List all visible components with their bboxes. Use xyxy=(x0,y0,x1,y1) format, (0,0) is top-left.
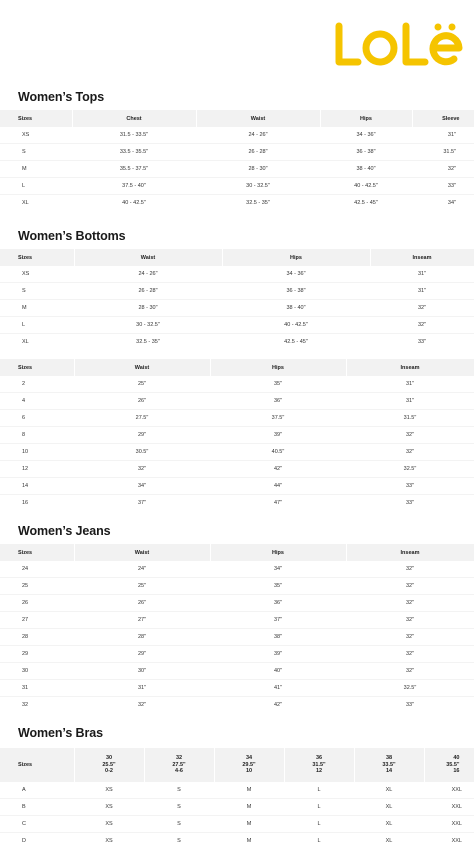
size-cell: 27 xyxy=(0,612,74,629)
tops-header-waist: Waist xyxy=(196,110,320,127)
jeans-header-hips: Hips xyxy=(210,544,346,561)
table-cell: 26 - 28" xyxy=(196,144,320,161)
table-cell: 34" xyxy=(74,478,210,495)
table-cell: 30 - 32.5" xyxy=(196,178,320,195)
table-cell: 24" xyxy=(137,566,147,572)
table-cell: 30" xyxy=(74,663,210,680)
size-cell: 24 xyxy=(22,566,29,572)
table-row xyxy=(0,178,474,195)
table-cell: 33.5 - 35.5" xyxy=(72,144,196,161)
table-cell: 42" xyxy=(210,461,346,478)
table-cell: 38 - 40" xyxy=(320,161,412,178)
table-cell: 38 - 40" xyxy=(222,300,370,317)
table-row xyxy=(0,334,474,351)
table-row xyxy=(0,799,474,816)
table-row xyxy=(0,427,474,444)
table-cell: 31" xyxy=(370,283,474,300)
table-cell: 32" xyxy=(370,317,474,334)
size-cell: S xyxy=(0,144,72,161)
table-cell: 33" xyxy=(370,334,474,351)
table-cell: M xyxy=(214,833,284,850)
bottoms-header-sizes: Sizes xyxy=(0,249,74,266)
table-cell: 32" xyxy=(412,161,474,178)
table-row xyxy=(0,697,474,714)
dress-size: 10 xyxy=(245,768,253,775)
bottoms-numeric-header-sizes: Sizes xyxy=(0,359,74,376)
table-row xyxy=(0,629,474,646)
table-cell: 33" xyxy=(346,495,474,512)
table-cell: 24 - 26" xyxy=(138,271,158,277)
band-size: 34 xyxy=(245,755,253,762)
table-cell: 37.5" xyxy=(210,410,346,427)
table-cell: 27" xyxy=(74,612,210,629)
table-cell: 36 - 38" xyxy=(222,283,370,300)
table-cell: 39" xyxy=(210,427,346,444)
jeans-table xyxy=(0,544,474,713)
table-row xyxy=(0,495,474,512)
table-cell: 36 - 38" xyxy=(320,144,412,161)
table-cell: 42" xyxy=(210,697,346,714)
size-cell: 30 xyxy=(0,663,74,680)
bras-header-34 xyxy=(214,748,284,782)
band-measure: 31.5" xyxy=(312,761,326,768)
table-cell: XL xyxy=(354,816,424,833)
size-cell: XS xyxy=(22,271,30,277)
table-cell: XL xyxy=(385,787,393,793)
table-cell: XXL xyxy=(424,833,474,850)
table-cell: XS xyxy=(74,799,144,816)
table-cell: 25" xyxy=(137,381,147,387)
tops-header-sleeve: Sleeve xyxy=(412,110,474,127)
size-cell: XL xyxy=(0,334,74,351)
table-row xyxy=(0,266,474,283)
table-cell: L xyxy=(284,799,354,816)
tops-header-hips: Hips xyxy=(320,110,412,127)
band-measure: 35.5" xyxy=(446,761,460,768)
table-cell: 37" xyxy=(74,495,210,512)
table-row xyxy=(0,127,474,144)
table-cell: 32" xyxy=(74,697,210,714)
cup-cell: A xyxy=(22,787,26,793)
size-cell: L xyxy=(0,317,74,334)
dress-size: 14 xyxy=(385,768,393,775)
table-cell: 32.5" xyxy=(346,461,474,478)
bottoms-header-waist: Waist xyxy=(74,249,222,266)
lole-logo xyxy=(334,22,466,68)
table-cell: S xyxy=(144,816,214,833)
table-cell: 28 - 30" xyxy=(74,300,222,317)
band-measure: 29.5" xyxy=(242,761,256,768)
size-cell: 26 xyxy=(0,595,74,612)
size-cell: 14 xyxy=(0,478,74,495)
table-cell: M xyxy=(214,799,284,816)
table-cell: 33" xyxy=(346,478,474,495)
table-cell: 31" xyxy=(417,271,427,277)
bras-header-sizes: Sizes xyxy=(0,748,74,782)
table-cell: 37.5 - 40" xyxy=(72,178,196,195)
table-cell: 35" xyxy=(273,381,283,387)
table-row xyxy=(0,578,474,595)
table-cell: 29" xyxy=(74,427,210,444)
table-row xyxy=(0,663,474,680)
table-cell: 34 - 36" xyxy=(286,271,306,277)
table-cell: 33" xyxy=(412,178,474,195)
band-measure: 33.5" xyxy=(382,761,396,768)
table-row xyxy=(0,595,474,612)
size-cell: 12 xyxy=(0,461,74,478)
table-cell: 42.5 - 45" xyxy=(320,195,412,212)
table-cell: 26 - 28" xyxy=(74,283,222,300)
bras-header-38 xyxy=(354,748,424,782)
bottoms-numeric-header-waist: Waist xyxy=(74,359,210,376)
bottoms-title: Women’s Bottoms xyxy=(18,229,126,243)
table-row xyxy=(0,283,474,300)
table-cell: 32" xyxy=(346,663,474,680)
table-cell: 30.5" xyxy=(74,444,210,461)
table-cell: S xyxy=(144,799,214,816)
bottoms-numeric-header-hips: Hips xyxy=(210,359,346,376)
table-cell: L xyxy=(284,816,354,833)
table-cell: 36" xyxy=(210,595,346,612)
table-cell: 33" xyxy=(346,697,474,714)
table-cell: 32" xyxy=(346,595,474,612)
table-cell: 41" xyxy=(210,680,346,697)
cup-cell: C xyxy=(0,816,74,833)
bottoms-numeric-table xyxy=(0,359,474,511)
table-cell: 35.5 - 37.5" xyxy=(72,161,196,178)
table-cell: XS xyxy=(74,833,144,850)
size-cell: M xyxy=(0,161,72,178)
band-size: 38 xyxy=(385,755,393,762)
table-cell: 42.5 - 45" xyxy=(222,334,370,351)
table-row xyxy=(0,782,474,799)
table-cell: 31.5 - 33.5" xyxy=(119,132,149,138)
table-cell: 27.5" xyxy=(74,410,210,427)
table-cell: S xyxy=(144,833,214,850)
size-cell: 25 xyxy=(0,578,74,595)
table-cell: 25" xyxy=(74,578,210,595)
bras-header-32 xyxy=(144,748,214,782)
table-row xyxy=(0,461,474,478)
cup-cell: B xyxy=(0,799,74,816)
table-row xyxy=(0,444,474,461)
table-cell: L xyxy=(284,833,354,850)
table-cell: 32" xyxy=(370,300,474,317)
table-row xyxy=(0,195,474,212)
size-cell: 32 xyxy=(0,697,74,714)
bottoms-header-hips: Hips xyxy=(222,249,370,266)
table-cell: 32" xyxy=(405,566,415,572)
table-cell: 26" xyxy=(74,393,210,410)
table-cell: 34 - 36" xyxy=(356,132,376,138)
bras-table xyxy=(0,748,474,849)
table-cell: 32" xyxy=(346,646,474,663)
size-cell: 10 xyxy=(0,444,74,461)
size-cell: 16 xyxy=(0,495,74,512)
table-row xyxy=(0,161,474,178)
table-row xyxy=(0,410,474,427)
table-cell: 26" xyxy=(74,595,210,612)
table-cell: L xyxy=(317,787,321,793)
tops-header-chest: Chest xyxy=(72,110,196,127)
table-row xyxy=(0,317,474,334)
table-cell: 31" xyxy=(74,680,210,697)
dress-size: 4-6 xyxy=(175,768,183,775)
bras-header-36 xyxy=(284,748,354,782)
bras-header-30 xyxy=(74,748,144,782)
table-cell: 24 - 26" xyxy=(248,132,268,138)
table-cell: XS xyxy=(105,787,113,793)
table-row xyxy=(0,561,474,578)
table-row xyxy=(0,816,474,833)
table-cell: 28" xyxy=(74,629,210,646)
table-cell: 32.5" xyxy=(346,680,474,697)
jeans-title: Women’s Jeans xyxy=(18,524,111,538)
tops-header-sizes: Sizes xyxy=(0,110,72,127)
table-cell: XXL xyxy=(424,799,474,816)
band-size: 32 xyxy=(175,755,183,762)
band-measure: 25.5" xyxy=(102,761,116,768)
bottoms-table xyxy=(0,249,474,350)
size-cell: XS xyxy=(22,132,30,138)
bottoms-header-inseam: Inseam xyxy=(370,249,474,266)
table-cell: 40" xyxy=(210,663,346,680)
size-cell: 8 xyxy=(0,427,74,444)
table-row xyxy=(0,376,474,393)
table-cell: 30 - 32.5" xyxy=(74,317,222,334)
table-cell: 32" xyxy=(346,629,474,646)
table-cell: 36" xyxy=(210,393,346,410)
size-cell: 31 xyxy=(0,680,74,697)
dress-size: 0-2 xyxy=(105,768,113,775)
size-cell: XL xyxy=(0,195,72,212)
size-cell: 4 xyxy=(0,393,74,410)
table-cell: 31.5" xyxy=(412,144,474,161)
band-size: 30 xyxy=(105,755,113,762)
table-row xyxy=(0,478,474,495)
size-cell: M xyxy=(0,300,74,317)
table-cell: 37" xyxy=(210,612,346,629)
size-cell: L xyxy=(0,178,72,195)
table-row xyxy=(0,646,474,663)
size-cell: 29 xyxy=(0,646,74,663)
table-cell: 40 - 42.5" xyxy=(222,317,370,334)
cup-cell: D xyxy=(0,833,74,850)
table-cell: M xyxy=(246,787,252,793)
tops-table xyxy=(0,110,474,211)
table-cell: 34" xyxy=(412,195,474,212)
table-cell: 40 - 42.5" xyxy=(320,178,412,195)
table-cell: 40.5" xyxy=(210,444,346,461)
table-cell: 31.5" xyxy=(346,410,474,427)
table-cell: 32" xyxy=(74,461,210,478)
table-cell: 31" xyxy=(405,381,415,387)
jeans-header-inseam: Inseam xyxy=(346,544,474,561)
table-row xyxy=(0,833,474,850)
band-size: 36 xyxy=(315,755,323,762)
table-cell: 32" xyxy=(346,444,474,461)
table-cell: XXL xyxy=(424,816,474,833)
table-row xyxy=(0,612,474,629)
table-cell: 40 - 42.5" xyxy=(72,195,196,212)
table-cell: 29" xyxy=(74,646,210,663)
table-cell: 32" xyxy=(346,578,474,595)
band-measure: 27.5" xyxy=(172,761,186,768)
table-cell: 28 - 30" xyxy=(196,161,320,178)
tops-title: Women’s Tops xyxy=(18,90,105,104)
table-cell: 44" xyxy=(210,478,346,495)
table-cell: 32.5 - 35" xyxy=(74,334,222,351)
band-size: 40 xyxy=(453,755,460,762)
table-cell: 32" xyxy=(346,612,474,629)
size-cell: 2 xyxy=(22,381,26,387)
table-row xyxy=(0,680,474,697)
table-row xyxy=(0,300,474,317)
table-row xyxy=(0,393,474,410)
dress-size: 12 xyxy=(315,768,323,775)
table-cell: M xyxy=(214,816,284,833)
table-cell: 32" xyxy=(346,427,474,444)
table-row xyxy=(0,144,474,161)
table-cell: 38" xyxy=(210,629,346,646)
size-cell: S xyxy=(0,283,74,300)
bras-header-40 xyxy=(424,748,474,782)
table-cell: 39" xyxy=(210,646,346,663)
table-cell: 31" xyxy=(447,132,456,138)
table-cell: XL xyxy=(354,833,424,850)
dress-size: 16 xyxy=(453,768,460,775)
table-cell: 35" xyxy=(210,578,346,595)
size-cell: 28 xyxy=(0,629,74,646)
table-cell: S xyxy=(177,787,181,793)
table-cell: XXL xyxy=(451,787,462,793)
bras-title: Women’s Bras xyxy=(18,726,103,740)
table-cell: XL xyxy=(354,799,424,816)
size-cell: 6 xyxy=(0,410,74,427)
table-cell: 34" xyxy=(273,566,283,572)
table-cell: XS xyxy=(74,816,144,833)
bottoms-numeric-header-inseam: Inseam xyxy=(346,359,474,376)
table-cell: 31" xyxy=(346,393,474,410)
table-cell: 32.5 - 35" xyxy=(196,195,320,212)
jeans-header-sizes: Sizes xyxy=(0,544,74,561)
table-cell: 47" xyxy=(210,495,346,512)
jeans-header-waist: Waist xyxy=(74,544,210,561)
